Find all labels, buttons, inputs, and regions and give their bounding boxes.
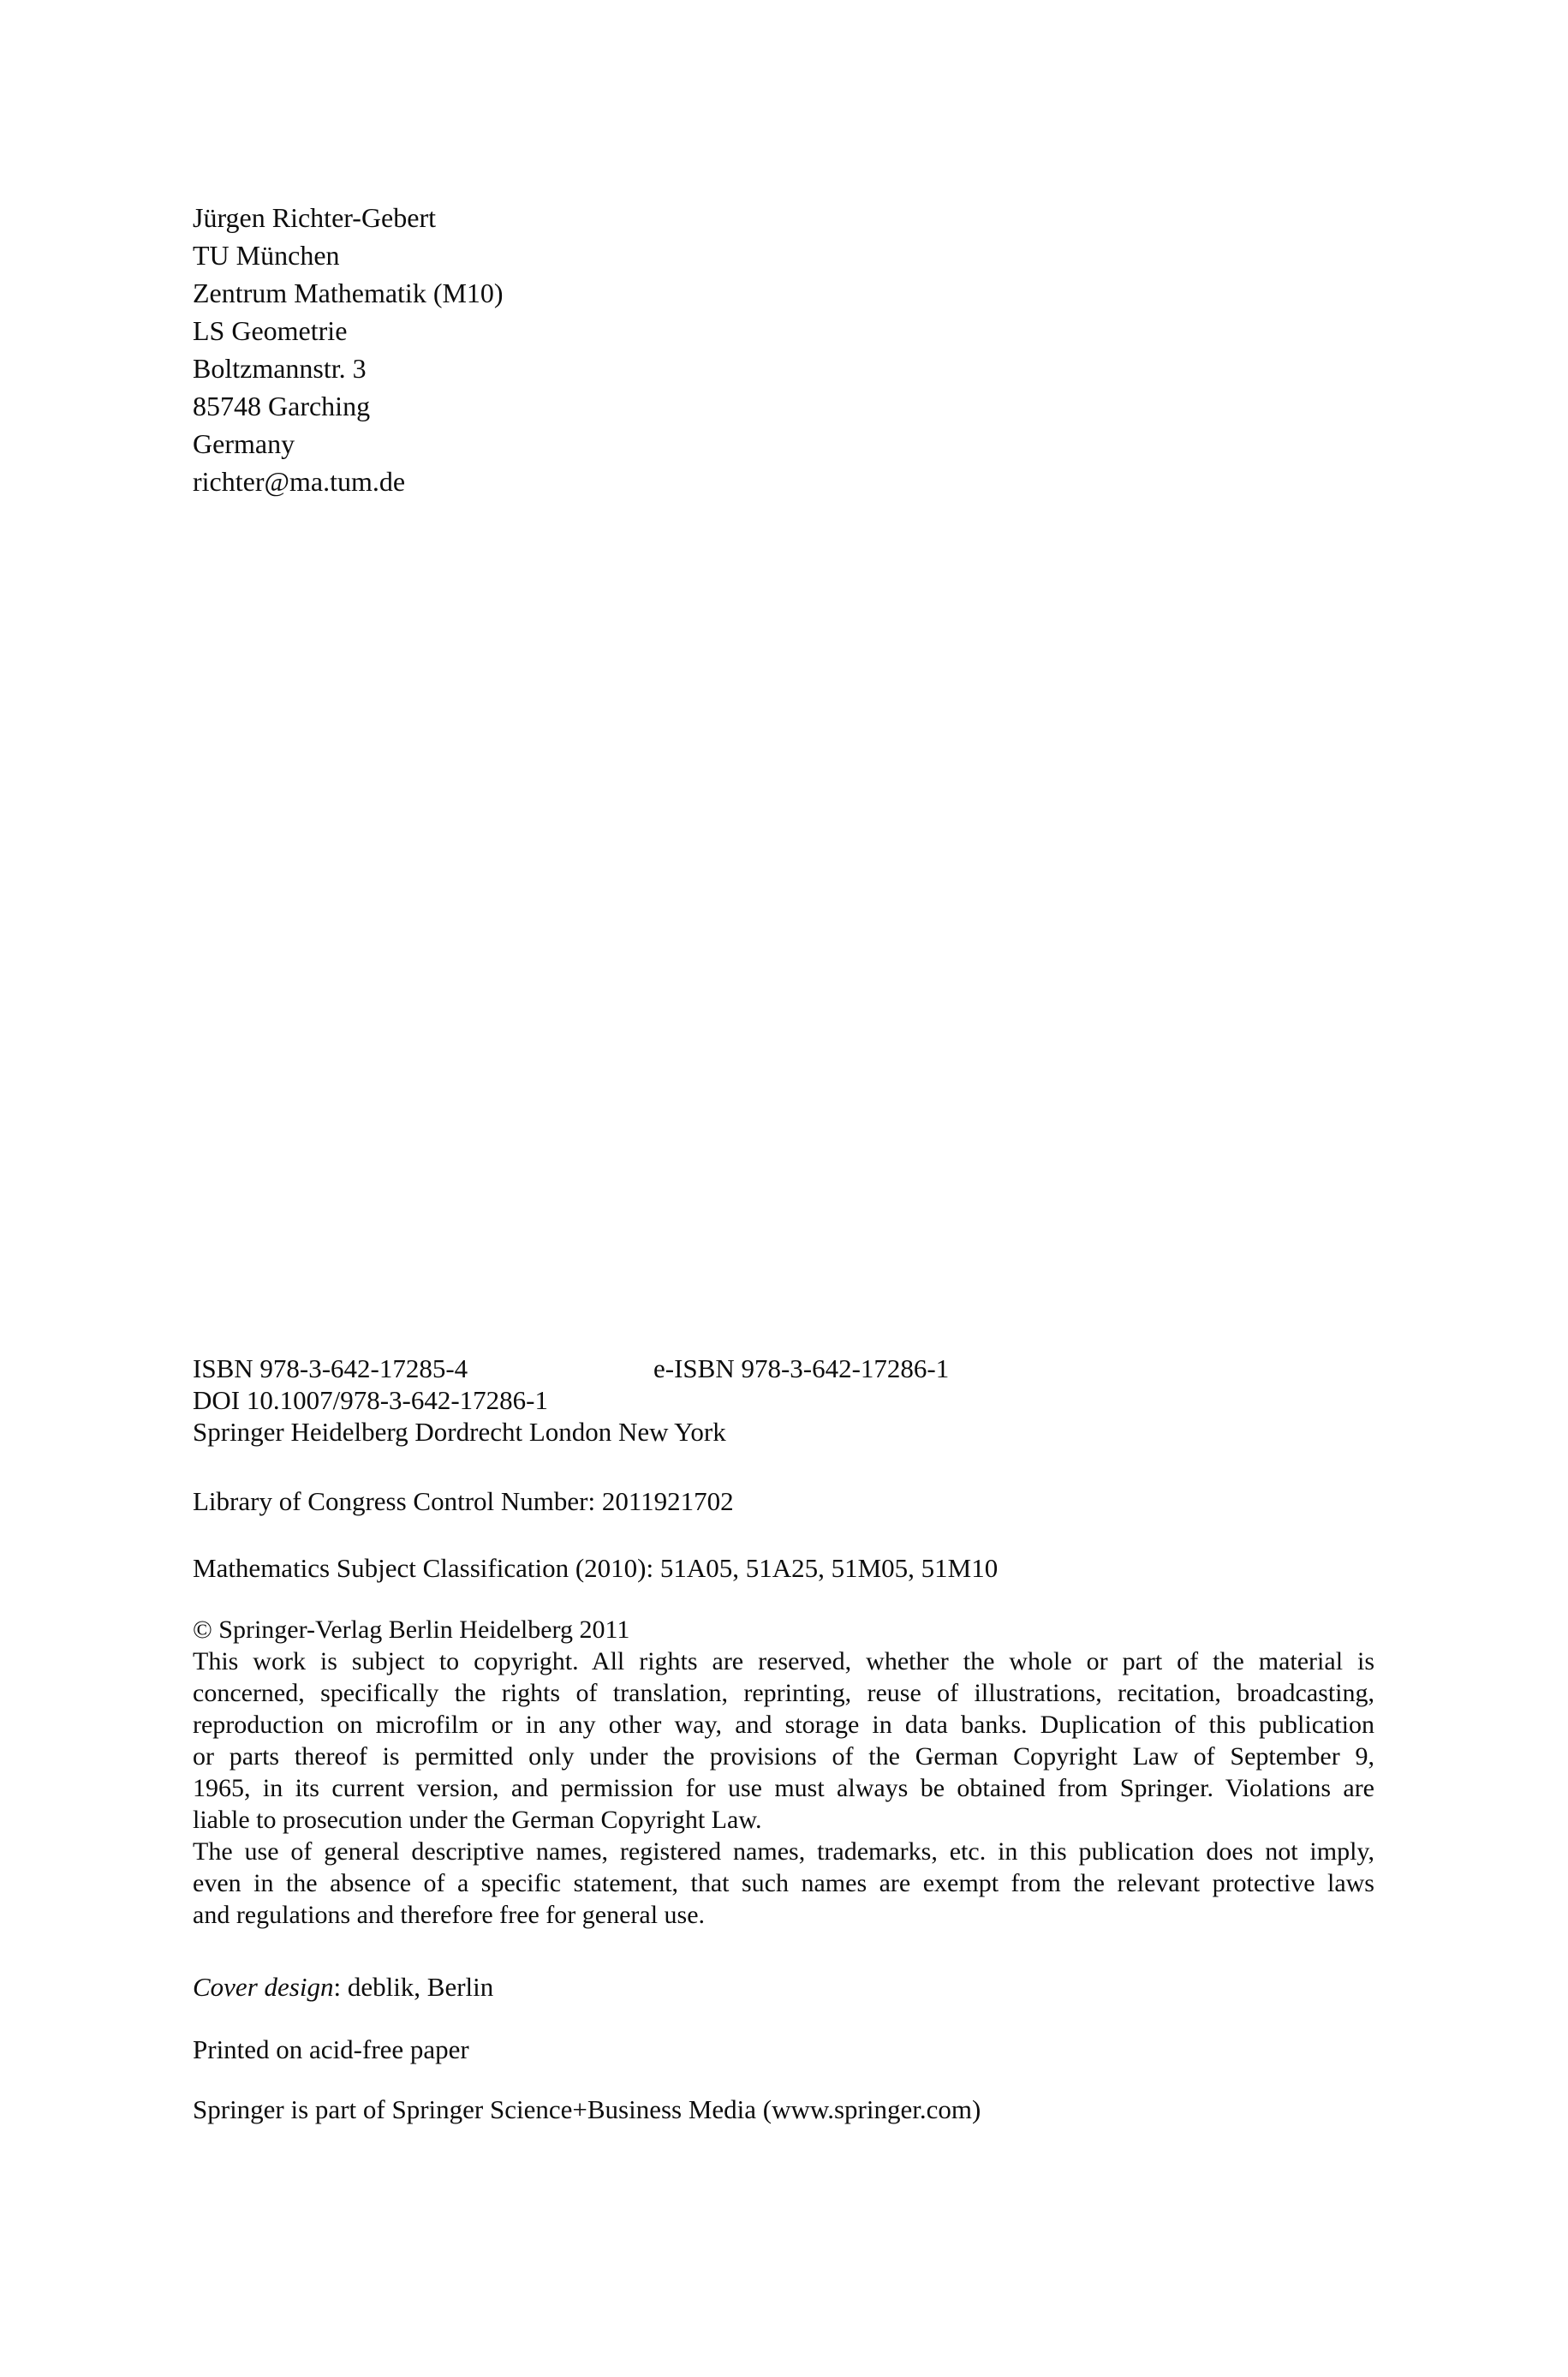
author-street: Boltzmannstr. 3: [193, 353, 367, 384]
copyright-paragraph-line: liable to prosecution under the German Copyright Law.: [193, 1806, 762, 1834]
copyright-paragraph-line: This work is subject to copyright. All rights are reserved, whether the whole or part of the material is: [193, 1647, 1374, 1675]
author-institution: TU München: [193, 240, 340, 271]
author-address-block: [193, 0, 1374, 500]
lccn-line: Library of Congress Control Number: 2011921702: [193, 1486, 734, 1516]
author-department: Zentrum Mathematik (M10): [193, 278, 504, 308]
isbn-row: [193, 1353, 1374, 1384]
cover-design-value: : deblik, Berlin: [333, 1972, 494, 2002]
author-email: richter@ma.tum.de: [193, 466, 406, 497]
copyright-paragraph-line: concerned, specifically the rights of translation, reprinting, reuse of illustrations, recitation, broadcasting,: [193, 1679, 1374, 1707]
author-postal-city: 85748 Garching: [193, 391, 371, 421]
isbn-block: [193, 1353, 1374, 1448]
cover-design-label: Cover design: [193, 1972, 334, 2002]
e-isbn: e-ISBN 978-3-642-17286-1: [653, 1353, 950, 1383]
author-name: Jürgen Richter-Gebert: [193, 202, 436, 233]
print-isbn: ISBN 978-3-642-17285-4: [193, 1353, 468, 1383]
doi-line: DOI 10.1007/978-3-642-17286-1: [193, 1385, 549, 1415]
trademark-paragraph-line: The use of general descriptive names, registered names, trademarks, etc. in this publication does not imply,: [193, 1837, 1374, 1866]
author-country: Germany: [193, 428, 295, 459]
page-content: [193, 0, 1374, 2125]
trademark-paragraph-line: and regulations and therefore free for general use.: [193, 1901, 706, 1929]
printed-on-paper-line: Printed on acid-free paper: [193, 2034, 469, 2064]
cover-design-line: [193, 1971, 1374, 2003]
publisher-cities-line: Springer Heidelberg Dordrecht London New York: [193, 1417, 726, 1447]
springer-media-line: Springer is part of Springer Science+Business Media (www.springer.com): [193, 2094, 981, 2124]
copyright-paragraph-line: 1965, in its current version, and permission for use must always be obtained from Springer. Violations are: [193, 1774, 1374, 1802]
msc-line: Mathematics Subject Classification (2010): 51A05, 51A25, 51M05, 51M10: [193, 1553, 999, 1583]
copyright-notice-line: © Springer-Verlag Berlin Heidelberg 2011: [193, 1616, 630, 1644]
author-chair: LS Geometrie: [193, 315, 348, 346]
copyright-block: [193, 1614, 1374, 1931]
copyright-paragraph-line: or parts thereof is permitted only under the provisions of the German Copyright Law of September 9,: [193, 1742, 1374, 1771]
copyright-paragraph-line: reproduction on microfilm or in any other way, and storage in data banks. Duplication of this publication: [193, 1711, 1374, 1739]
trademark-paragraph-line: even in the absence of a specific statement, that such names are exempt from the relevant protective laws: [193, 1869, 1374, 1897]
